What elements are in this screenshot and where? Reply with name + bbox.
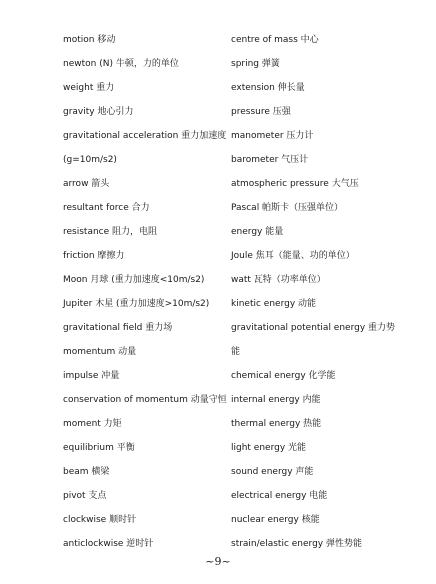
vocab-entry: beam 横梁: [63, 467, 110, 477]
page-number: ~9~: [205, 555, 231, 568]
vocab-entry: impulse 冲量: [63, 371, 120, 381]
vocab-entry: extension 伸长量: [231, 83, 305, 93]
vocab-entry: watt 瓦特（功率单位）: [231, 275, 326, 285]
vocab-entry: kinetic energy 动能: [231, 299, 317, 309]
vocab-entry: nuclear energy 核能: [231, 515, 320, 525]
vocab-entry: equilibrium 平衡: [63, 443, 135, 453]
vocab-entry: light energy 光能: [231, 443, 307, 453]
vocab-entry: resistance 阻力，电阻: [63, 227, 158, 237]
vocab-entry: weight 重力: [63, 83, 115, 93]
vocab-entry: conservation of momentum 动量守恒: [63, 395, 227, 405]
vocab-entry: pivot 支点: [63, 491, 107, 501]
vocab-entry: 能: [231, 347, 241, 357]
vocab-entry: momentum 动量: [63, 347, 137, 357]
vocab-entry: Jupiter 木星 (重力加速度>10m/s2): [63, 299, 210, 309]
vocab-entry: Moon 月球 (重力加速度<10m/s2): [63, 275, 205, 285]
vocab-entry: thermal energy 热能: [231, 419, 322, 429]
vocab-entry: Pascal 帕斯卡（压强单位）: [231, 203, 344, 213]
vocab-entry: manometer 压力计: [231, 131, 314, 141]
vocab-entry: strain/elastic energy 弹性势能: [231, 539, 362, 549]
vocab-entry: energy 能量: [231, 227, 284, 237]
vocab-entry: friction 摩擦力: [63, 251, 125, 261]
vocab-entry: Joule 焦耳（能量、功的单位）: [231, 251, 355, 261]
vocab-entry: barometer 气压计: [231, 155, 309, 165]
vocab-entry: internal energy 内能: [231, 395, 321, 405]
vocab-entry: gravitational potential energy 重力势: [231, 323, 396, 333]
vocab-entry: motion 移动: [63, 35, 116, 45]
vocab-entry: gravitational field 重力场: [63, 323, 173, 333]
vocab-entry: newton (N) 牛顿，力的单位: [63, 59, 179, 69]
vocab-entry: (g=10m/s2): [63, 155, 117, 165]
vocab-entry: anticlockwise 逆时针: [63, 539, 154, 549]
vocab-entry: spring 弹簧: [231, 59, 280, 69]
vocab-entry: centre of mass 中心: [231, 35, 319, 45]
vocab-entry: clockwise 顺时针: [63, 515, 137, 525]
vocab-entry: moment 力矩: [63, 419, 122, 429]
left-vocabulary-column: [63, 28, 227, 556]
right-vocabulary-column: [231, 28, 431, 556]
vocab-entry: pressure 压强: [231, 107, 291, 117]
vocab-entry: resultant force 合力: [63, 203, 150, 213]
vocab-entry: electrical energy 电能: [231, 491, 328, 501]
vocab-entry: arrow 箭头: [63, 179, 110, 189]
vocab-entry: gravity 地心引力: [63, 107, 134, 117]
vocab-entry: gravitational acceleration 重力加速度: [63, 131, 227, 141]
vocab-entry: chemical energy 化学能: [231, 371, 336, 381]
vocab-entry: atmospheric pressure 大气压: [231, 179, 359, 189]
vocab-entry: sound energy 声能: [231, 467, 314, 477]
